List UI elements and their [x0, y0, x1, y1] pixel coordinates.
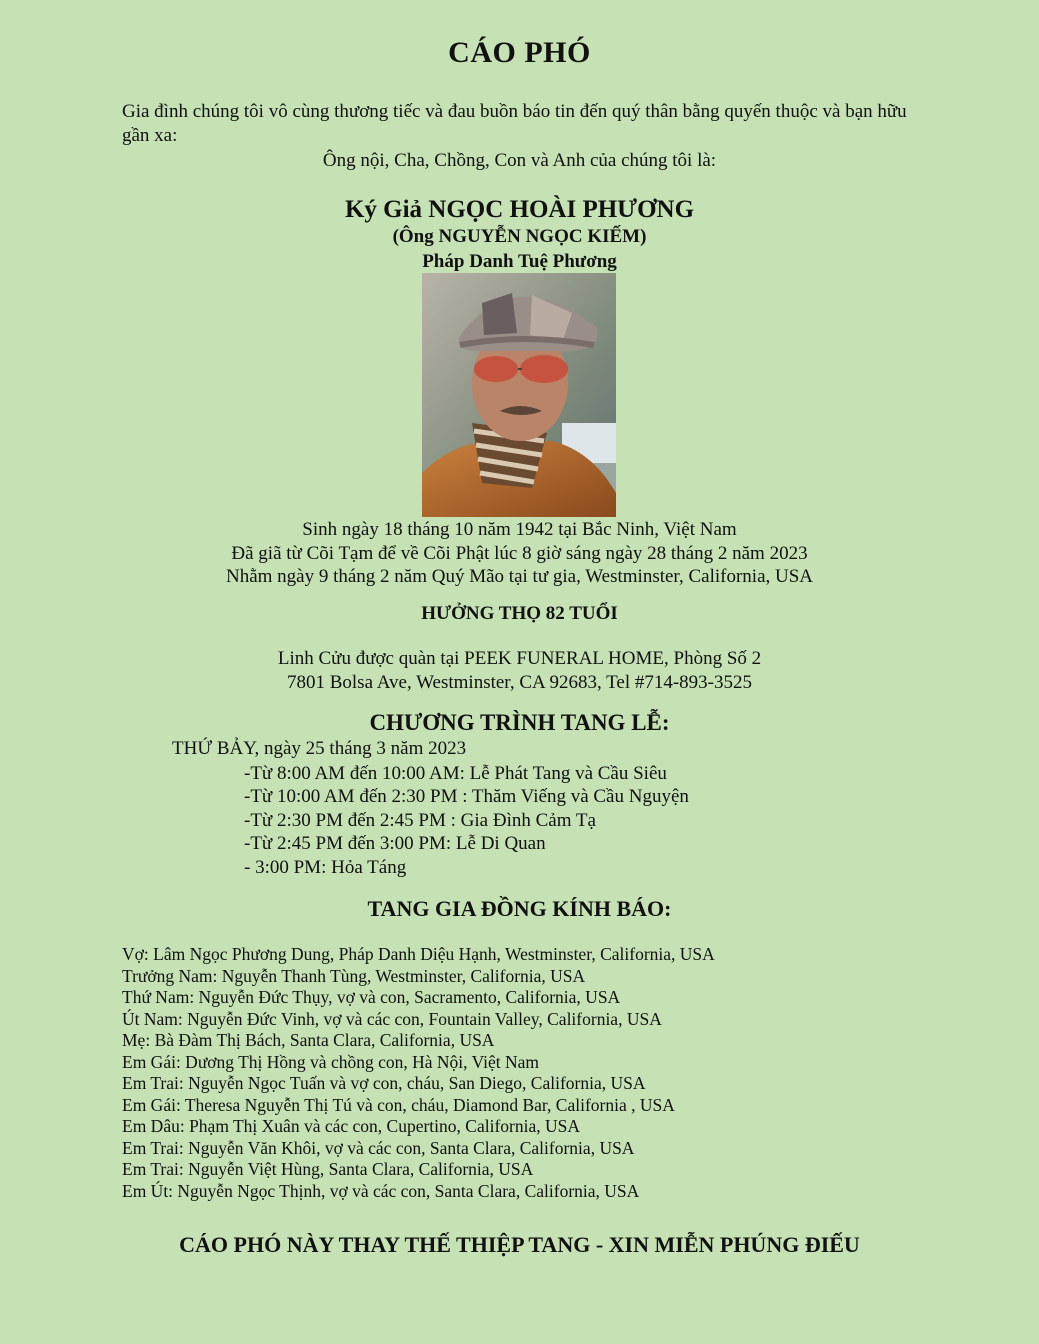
schedule-item: -Từ 2:45 PM đến 3:00 PM: Lễ Di Quan	[244, 833, 546, 855]
family-member: Trưởng Nam: Nguyễn Thanh Tùng, Westminster, California, USA	[122, 965, 586, 986]
family-member: Em Gái: Theresa Nguyễn Thị Tú và con, cháu, Diamond Bar, California , USA	[122, 1094, 675, 1115]
death-date: Đã giã từ Cõi Tạm để về Cõi Phật lúc 8 giờ sáng ngày 28 tháng 2 năm 2023	[231, 542, 808, 564]
family-member: Em Gái: Dương Thị Hồng và chồng con, Hà Nội, Việt Nam	[122, 1051, 540, 1072]
program-title: CHƯƠNG TRÌNH TANG LỄ:	[369, 710, 670, 735]
schedule-item: -Từ 10:00 AM đến 2:30 PM : Thăm Viếng và Cầu Nguyện	[244, 786, 689, 808]
footer-notice: CÁO PHÓ NÀY THAY THẾ THIỆP TANG - XIN MIỄN PHÚNG ĐIẾU	[179, 1232, 860, 1257]
deceased-name: Ký Giả NGỌC HOÀI PHƯƠNG	[344, 196, 695, 223]
family-member: Mẹ: Bà Đàm Thị Bách, Santa Clara, California, USA	[122, 1030, 495, 1050]
program-schedule	[244, 762, 689, 879]
lunar-date: Nhằm ngày 9 tháng 2 năm Quý Mão tại tư gia, Westminster, California, USA	[225, 566, 814, 587]
venue-line-1: Linh Cửu được quàn tại PEEK FUNERAL HOME, Phòng Số 2	[277, 648, 762, 669]
program-date: THỨ BẢY, ngày 25 tháng 3 năm 2023	[172, 738, 467, 759]
schedule-item: - 3:00 PM: Hỏa Táng	[244, 856, 407, 878]
intro-paragraph: Gia đình chúng tôi vô cùng thương tiếc và đau buồn báo tin đến quý thân bằng quyến thuộc và bạn hữu gần xa:	[122, 101, 907, 146]
page-title: CÁO PHÓ	[448, 36, 591, 69]
intro-relation: Ông nội, Cha, Chồng, Con và Anh của chúng tôi là:	[322, 150, 717, 171]
family-member: Em Trai: Nguyễn Việt Hùng, Santa Clara, California, USA	[122, 1159, 534, 1179]
schedule-item: -Từ 2:30 PM đến 2:45 PM : Gia Đình Cảm Tạ	[244, 809, 596, 831]
family-member: Em Dâu: Phạm Thị Xuân và các con, Cupertino, California, USA	[122, 1116, 580, 1136]
portrait-illustration	[422, 273, 616, 517]
family-member: Út Nam: Nguyễn Đức Vinh, vợ và các con, Fountain Valley, California, USA	[122, 1008, 662, 1029]
portrait-photo	[422, 273, 616, 517]
schedule-item: -Từ 8:00 AM đến 10:00 AM: Lễ Phát Tang và Cầu Siêu	[244, 763, 667, 784]
venue-line-2: 7801 Bolsa Ave, Westminster, CA 92683, Tel #714-893-3525	[286, 672, 753, 693]
dates-block	[0, 518, 1039, 589]
family-member: Thứ Nam: Nguyễn Đức Thụy, vợ và con, Sacramento, California, USA	[122, 987, 621, 1007]
deceased-dharma-name: Pháp Danh Tuệ Phương	[422, 251, 617, 272]
family-list	[122, 944, 715, 1202]
birth-date: Sinh ngày 18 tháng 10 năm 1942 tại Bắc Ninh, Việt Nam	[302, 519, 737, 540]
family-member: Em Trai: Nguyễn Văn Khôi, vợ và các con, Santa Clara, California, USA	[122, 1137, 635, 1158]
family-member: Em Trai: Nguyễn Ngọc Tuấn và vợ con, cháu, San Diego, California, USA	[122, 1073, 646, 1093]
family-member: Em Út: Nguyễn Ngọc Thịnh, vợ và các con, Santa Clara, California, USA	[122, 1180, 640, 1201]
family-member: Vợ: Lâm Ngọc Phương Dung, Pháp Danh Diệu Hạnh, Westminster, California, USA	[122, 944, 715, 964]
deceased-real-name: (Ông NGUYỄN NGỌC KIẾM)	[392, 226, 647, 247]
age-line: HƯỞNG THỌ 82 TUỔI	[421, 603, 618, 624]
family-title: TANG GIA ĐỒNG KÍNH BÁO:	[367, 896, 672, 921]
venue-block	[0, 647, 1039, 695]
